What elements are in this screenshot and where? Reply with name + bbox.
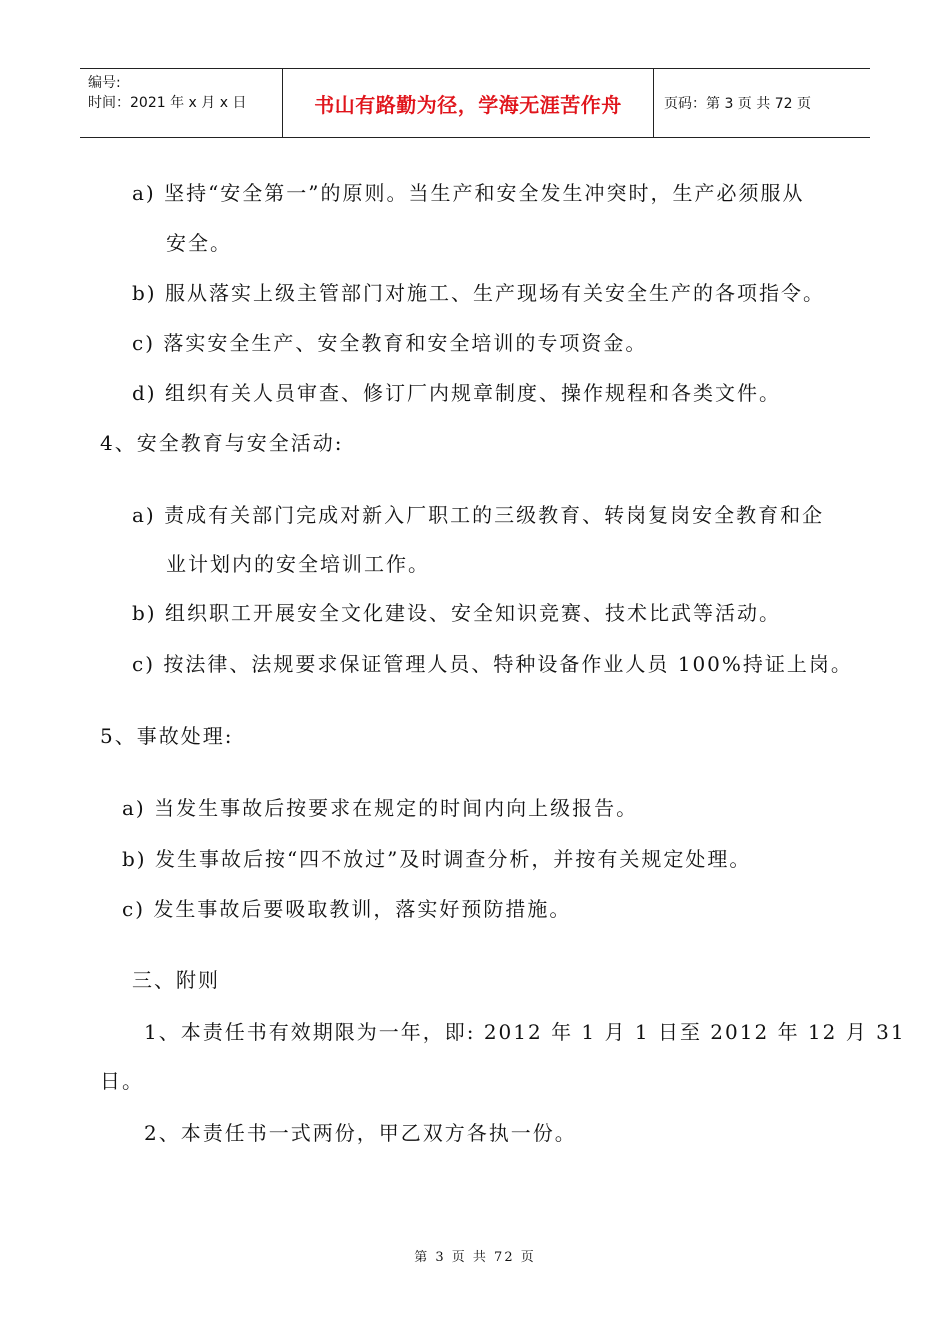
section-heading: 4、安全教育与安全活动: [100,431,344,455]
header-meta [80,69,282,137]
section-heading: 5、事故处理: [100,724,234,748]
header-page-cell [654,69,870,137]
number-label: 编号: [88,75,121,91]
body-line: 日。 [100,1069,144,1093]
body-line: a) 当发生事故后按要求在规定的时间内向上级报告。 [122,796,639,820]
motto-text: 书山有路勤为径，学海无涯苦作舟 [314,92,622,117]
body-line: c) 落实安全生产、安全教育和安全培训的专项资金。 [132,331,648,355]
footer-page-number: 第 3 页 共 72 页 [414,1250,536,1265]
body-line: b) 发生事故后按“四不放过”及时调查分析，并按有关规定处理。 [122,847,752,871]
body-line: 安全。 [166,231,232,255]
body-line: b) 组织职工开展安全文化建设、安全知识竞赛、技术比武等活动。 [132,601,781,625]
body-line: 2、本责任书一式两份，甲乙双方各执一份。 [144,1121,577,1145]
page-header [80,68,870,138]
body-line: a) 坚持“安全第一”的原则。当生产和安全发生冲突时，生产必须服从 [132,181,805,205]
date-label: 时间：2021 年 x 月 x 日 [88,95,247,111]
page-info: 页码：第 3 页 共 72 页 [664,96,811,112]
body-line: b) 服从落实上级主管部门对施工、生产现场有关安全生产的各项指令。 [132,281,825,305]
body-line: c) 发生事故后要吸取教训，落实好预防措施。 [122,897,572,921]
body-line: a) 责成有关部门完成对新入厂职工的三级教育、转岗复岗安全教育和企 [132,503,825,527]
body-line: c) 按法律、法规要求保证管理人员、特种设备作业人员 100%持证上岗。 [132,652,853,676]
header-motto-cell [282,69,654,137]
section-heading: 三、附则 [132,968,220,992]
body-line: d) 组织有关人员审查、修订厂内规章制度、操作规程和各类文件。 [132,381,781,405]
page-footer [0,1246,950,1265]
body-line: 业计划内的安全培训工作。 [166,552,430,576]
body-line: 1、本责任书有效期限为一年，即: 2012 年 1 月 1 日至 2012 年 12 月 31 [144,1020,906,1044]
